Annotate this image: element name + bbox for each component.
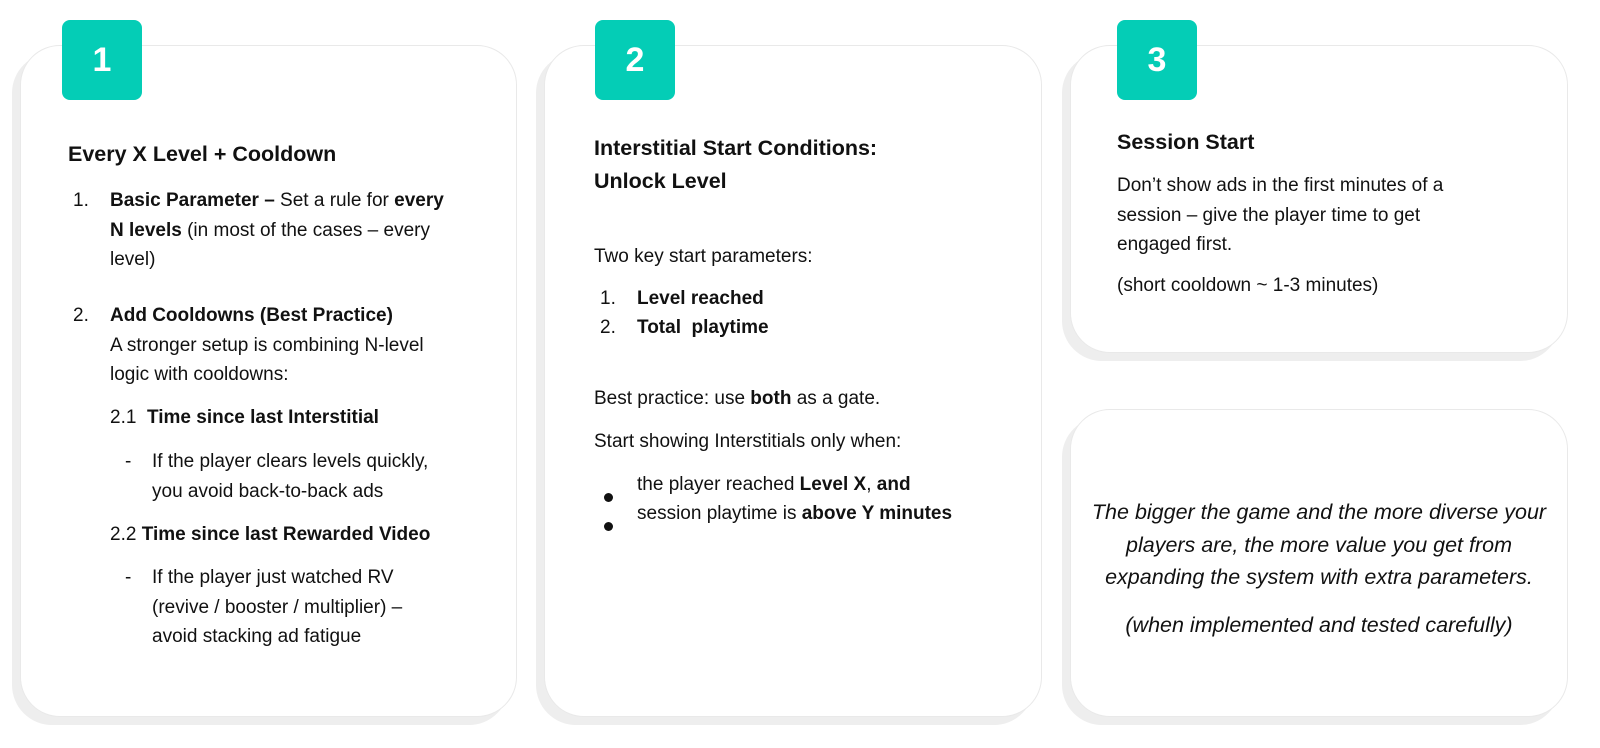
card2-list-label-2: Total playtime <box>637 317 769 338</box>
sub2-heading: Time since last Rewarded Video <box>141 524 431 545</box>
card1-item2-number: 2. <box>73 305 89 326</box>
sub2-body <box>152 563 482 652</box>
card2-title-line2: Unlock Level <box>594 169 727 193</box>
card2-bullet-2 <box>637 499 952 529</box>
card2-best-practice <box>594 384 880 414</box>
bullet1-pre: the player reached <box>637 474 800 495</box>
card4-line2: players are, the more value you get from <box>1126 532 1512 557</box>
card4-line3: expanding the system with extra parameters. <box>1105 565 1533 589</box>
step-badge-3: 3 <box>1117 20 1197 100</box>
item1-bold-every: every <box>394 190 444 211</box>
sub1-dash: - <box>125 451 132 472</box>
card2-start-when: Start showing Interstitials only when: <box>594 431 902 452</box>
sub1-number: 2.1 <box>110 407 137 428</box>
sub2-dash: - <box>125 567 132 588</box>
sub2-line3: avoid stacking ad fatigue <box>152 626 362 647</box>
sub2-line2: (revive / booster / multiplier) – <box>152 596 403 618</box>
sub1-header <box>110 403 379 433</box>
card2-title-line1: Interstitial Start Conditions: <box>594 136 878 160</box>
sub1-line2: you avoid back-to-back ads <box>152 480 384 502</box>
item1-text-3: level) <box>110 249 156 270</box>
card1-item1-number: 1. <box>73 190 89 211</box>
item1-bold-n-levels: N levels <box>110 219 182 241</box>
best-practice-pre: Best practice: use <box>594 388 751 409</box>
sub2-line1: If the player just watched RV <box>152 567 394 588</box>
step-badge-2: 2 <box>595 20 675 100</box>
card2-list-label-1: Level reached <box>637 288 764 309</box>
card1-item2 <box>110 301 470 390</box>
bullet1-and: and <box>876 474 911 495</box>
item2-heading: Add Cooldowns (Best Practice) <box>110 305 393 326</box>
step-badge-1: 1 <box>62 20 142 100</box>
card3-line3: engaged first. <box>1117 234 1233 255</box>
card1-item1 <box>110 186 470 275</box>
item2-line3: logic with cooldowns: <box>110 364 289 385</box>
bullet2-bold: above Y minutes <box>801 503 953 524</box>
bullet1-level: Level X <box>799 474 867 495</box>
card3-note: (short cooldown ~ 1-3 minutes) <box>1117 275 1379 296</box>
sub2-header <box>110 520 430 550</box>
item1-text: Set a rule for <box>274 190 395 211</box>
card3-line2: session – give the player time to get <box>1117 204 1421 226</box>
card4-note: (when implemented and tested carefully) <box>1125 613 1513 637</box>
item2-line2: A stronger setup is combining N-level <box>110 334 424 356</box>
card3-line1: Don’t show ads in the first minutes of a <box>1117 175 1444 196</box>
best-practice-bold: both <box>750 388 792 409</box>
sub1-body <box>152 447 482 506</box>
bullet2-pre: session playtime is <box>637 503 802 524</box>
card2-list-number-2: 2. <box>600 317 616 338</box>
card2-intro: Two key start parameters: <box>594 246 813 267</box>
card3-title: Session Start <box>1117 130 1255 154</box>
card4-statement <box>1070 496 1568 594</box>
best-practice-post: as a gate. <box>791 388 881 409</box>
card3-body <box>1117 171 1537 260</box>
item1-bold-label: Basic Parameter – <box>110 190 275 211</box>
card2-bullet-1 <box>637 470 911 500</box>
bullet-dot-icon <box>604 493 613 502</box>
card4-line1: The bigger the game and the more diverse your <box>1091 500 1547 524</box>
sub1-heading: Time since last Interstitial <box>146 407 379 428</box>
card2-list-number-1: 1. <box>600 288 616 309</box>
bullet1-comma: , <box>866 474 877 495</box>
sub2-number: 2.2 <box>110 524 137 545</box>
card1-title: Every X Level + Cooldown <box>68 142 337 166</box>
bullet-dot-icon <box>604 522 613 531</box>
sub1-line1: If the player clears levels quickly, <box>152 451 429 472</box>
card2-title <box>594 132 877 198</box>
item1-text-2: (in most of the cases – every <box>181 219 430 241</box>
